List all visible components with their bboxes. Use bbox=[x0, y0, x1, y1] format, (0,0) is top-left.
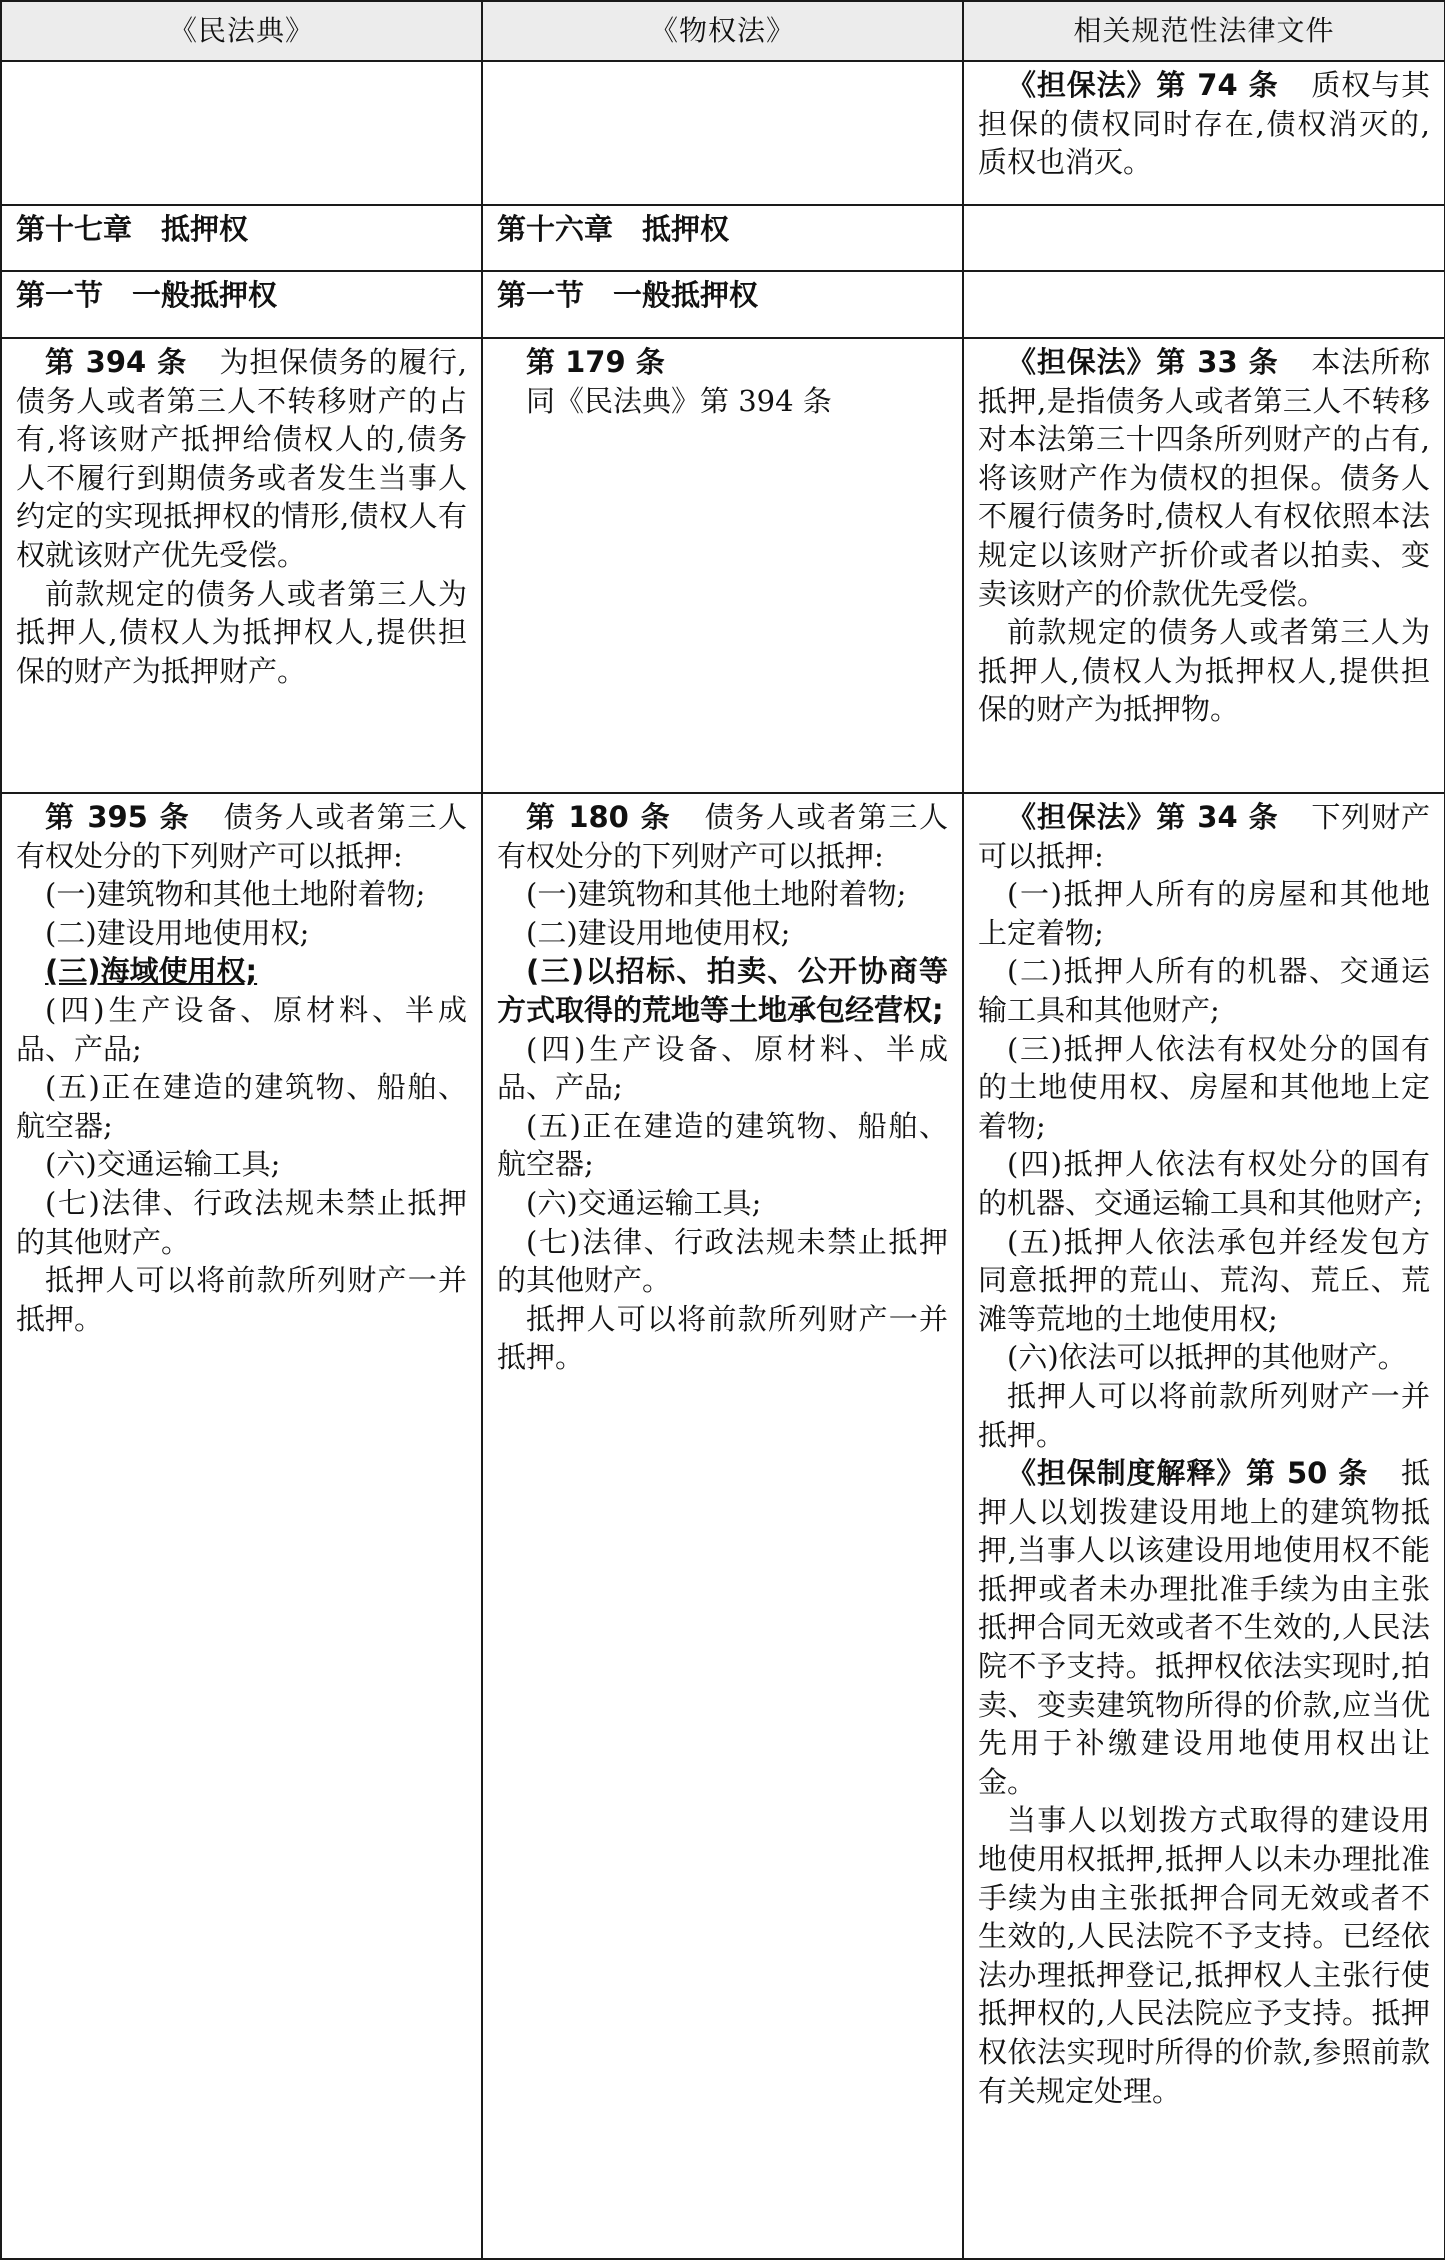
article-paragraph: 为担保债务的履行,债务人或者第三人不转移财产的占有,将该财产抵押给债权人的,债务人不履行到期债务或者发生当事人约定的实现抵押权的情形,债权人有权就该财产优先受偿。 bbox=[16, 345, 467, 572]
row-guarantee-74 bbox=[1, 61, 1445, 205]
list-item: (七)法律、行政法规未禁止抵押的其他财产。 bbox=[16, 1185, 467, 1259]
cell-empty bbox=[1, 61, 482, 205]
list-item: (六)交通运输工具; bbox=[526, 1185, 762, 1220]
section-heading-property: 第一节 一般抵押权 bbox=[482, 271, 963, 338]
article-paragraph: 抵押人以划拨建设用地上的建筑物抵押,当事人以该建设用地使用权不能抵押或者未办理批准手续为由主张抵押合同无效或者不生效的,人民法院不予支持。抵押权依法实现时,拍卖、变卖建筑物所得的价款,应当优先用于补缴建设用地使用权出让金。 bbox=[978, 1456, 1430, 1799]
row-article-395 bbox=[1, 793, 1445, 2259]
article-intro: 下列财产可以抵押: bbox=[978, 800, 1430, 873]
list-item-new: (三)海域使用权; bbox=[45, 954, 258, 989]
list-item: (二)抵押人所有的机器、交通运输工具和其他财产; bbox=[978, 954, 1430, 1027]
article-paragraph: 本法所称抵押,是指债务人或者第三人不转移对本法第三十四条所列财产的占有,将该财产作为债权的担保。债务人不履行债务时,债权人有权依照本法规定以该财产折价或者以拍卖、变卖该财产的价款优先受偿。 bbox=[978, 345, 1430, 611]
article-paragraph: 前款规定的债务人或者第三人为抵押人,债权人为抵押权人,提供担保的财产为抵押财产。 bbox=[16, 576, 467, 688]
article-ref: 《担保法》第 33 条 bbox=[1007, 345, 1279, 379]
list-item: (七)法律、行政法规未禁止抵押的其他财产。 bbox=[497, 1224, 948, 1298]
list-item: (五)抵押人依法承包并经发包方同意抵押的荒山、荒沟、荒丘、荒滩等荒地的土地使用权; bbox=[978, 1224, 1430, 1336]
article-ref: 第 395 条 bbox=[45, 800, 191, 834]
cell-empty bbox=[963, 271, 1445, 338]
cell-civil-395 bbox=[1, 793, 482, 2259]
row-article-394 bbox=[1, 338, 1445, 793]
section-heading-civil: 第一节 一般抵押权 bbox=[1, 271, 482, 338]
header-row bbox=[1, 1, 1445, 61]
article-ref: 《担保制度解释》第 50 条 bbox=[1007, 1456, 1369, 1491]
list-item: (一)建筑物和其他土地附着物; bbox=[526, 877, 907, 912]
list-item: (四)抵押人依法有权处分的国有的机器、交通运输工具和其他财产; bbox=[978, 1147, 1430, 1220]
list-item-bold: (三)以招标、拍卖、公开协商等方式取得的荒地等土地承包经营权; bbox=[497, 954, 948, 1027]
article-paragraph: 同《民法典》第 394 条 bbox=[526, 383, 832, 418]
list-item: (一)建筑物和其他土地附着物; bbox=[45, 877, 426, 912]
list-item: (二)建设用地使用权; bbox=[45, 915, 310, 950]
chapter-heading-property: 第十六章 抵押权 bbox=[482, 205, 963, 271]
row-section bbox=[1, 271, 1445, 338]
cell-empty bbox=[963, 205, 1445, 271]
cell-empty bbox=[482, 61, 963, 205]
article-ref: 《担保法》第 34 条 bbox=[1007, 800, 1279, 834]
cell-property-179 bbox=[482, 338, 963, 793]
list-item: (五)正在建造的建筑物、船舶、航空器; bbox=[497, 1108, 948, 1182]
article-text: 质权与其担保的债权同时存在,债权消灭的,质权也消灭。 bbox=[978, 68, 1430, 180]
article-paragraph: 前款规定的债务人或者第三人为抵押人,债权人为抵押权人,提供担保的财产为抵押物。 bbox=[978, 615, 1430, 727]
list-item: (四)生产设备、原材料、半成品、产品; bbox=[16, 992, 467, 1066]
article-ref: 第 180 条 bbox=[526, 800, 672, 834]
list-item: (五)正在建造的建筑物、船舶、航空器; bbox=[16, 1070, 467, 1143]
cell-guarantee-74 bbox=[963, 61, 1445, 205]
list-item: (六)交通运输工具; bbox=[45, 1147, 281, 1182]
cell-civil-394 bbox=[1, 338, 482, 793]
article-ref: 第 394 条 bbox=[45, 345, 187, 379]
cell-guarantee-34 bbox=[963, 793, 1445, 2259]
header-related-documents: 相关规范性法律文件 bbox=[963, 1, 1445, 61]
list-item: (三)抵押人依法有权处分的国有的土地使用权、房屋和其他地上定着物; bbox=[978, 1031, 1430, 1143]
article-ref: 《担保法》第 74 条 bbox=[1007, 68, 1279, 102]
list-item: (二)建设用地使用权; bbox=[526, 915, 791, 950]
cell-guarantee-33 bbox=[963, 338, 1445, 793]
row-chapter bbox=[1, 205, 1445, 271]
list-item: (四)生产设备、原材料、半成品、产品; bbox=[497, 1031, 948, 1105]
header-property-law: 《物权法》 bbox=[482, 1, 963, 61]
list-item: (六)依法可以抵押的其他财产。 bbox=[1007, 1340, 1407, 1375]
cell-property-180 bbox=[482, 793, 963, 2259]
article-paragraph: 抵押人可以将前款所列财产一并抵押。 bbox=[16, 1263, 467, 1336]
article-paragraph: 当事人以划拨方式取得的建设用地使用权抵押,抵押人以未办理批准手续为由主张抵押合同无效或者不生效的,人民法院不予支持。已经依法办理抵押登记,抵押权人主张行使抵押权的,人民法院应予支持。抵押权依法实现时所得的价款,参照前款有关规定处理。 bbox=[978, 1803, 1430, 2108]
article-ref: 第 179 条 bbox=[526, 345, 665, 379]
article-intro: 债务人或者第三人有权处分的下列财产可以抵押: bbox=[16, 800, 467, 873]
chapter-heading-civil: 第十七章 抵押权 bbox=[1, 205, 482, 271]
list-item: (一)抵押人所有的房屋和其他地上定着物; bbox=[978, 877, 1430, 950]
article-paragraph: 抵押人可以将前款所列财产一并抵押。 bbox=[497, 1301, 948, 1375]
article-intro: 债务人或者第三人有权处分的下列财产可以抵押: bbox=[497, 800, 948, 873]
article-paragraph: 抵押人可以将前款所列财产一并抵押。 bbox=[978, 1378, 1430, 1452]
header-civil-code: 《民法典》 bbox=[1, 1, 482, 61]
